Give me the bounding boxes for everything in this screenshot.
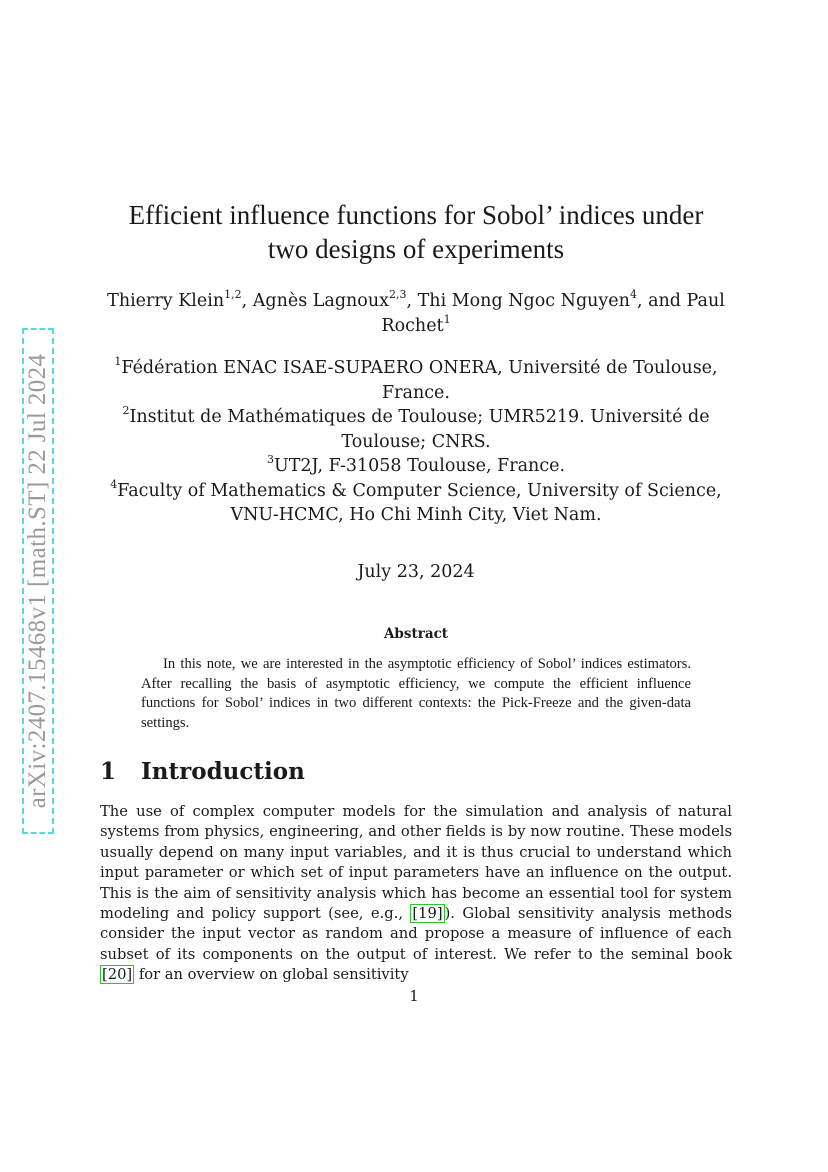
author-affil-sup: 4 xyxy=(629,288,637,302)
section-title: Introduction xyxy=(141,758,305,785)
paper-title xyxy=(100,198,732,266)
author-affil-sup: 1,2 xyxy=(224,288,242,302)
citation-link[interactable]: [20] xyxy=(102,966,133,984)
paper-date: July 23, 2024 xyxy=(357,562,475,582)
author-affil-sup: 1 xyxy=(443,313,451,327)
page-number: 1 xyxy=(409,987,419,1005)
citation-link[interactable]: [19] xyxy=(412,905,443,923)
affil-text: Faculty of Mathematics & Computer Science, University of Science, xyxy=(117,480,722,501)
affiliation-4-cont: VNU-HCMC, Ho Chi Minh City, Viet Nam. xyxy=(230,505,602,525)
abstract-text: In this note, we are interested in the asymptotic efficiency of Sobol’ indices estimators. After recalling the basis of asymptotic efficiency, we compute the efficient influence functions for Sobol’ indices in two different contexts: the Pick-Freeze and the given-data settings. xyxy=(141,656,691,731)
section-number: 1 xyxy=(100,758,117,785)
affiliation-4 xyxy=(100,479,732,504)
affil-sup: 3 xyxy=(266,453,274,467)
affiliation-2 xyxy=(100,405,732,430)
author-separator: , xyxy=(406,291,418,311)
title-line-1: Efficient influence functions for Sobol’ indices under xyxy=(128,200,704,230)
intro-paragraph xyxy=(100,802,732,986)
arxiv-stamp[interactable] xyxy=(22,328,54,834)
author-list xyxy=(100,289,732,339)
author-separator: , and xyxy=(636,291,687,311)
author-name: Paul Rochet xyxy=(381,291,725,336)
abstract-heading: Abstract xyxy=(383,626,449,642)
author-name: Thi Mong Ngoc Nguyen xyxy=(417,291,630,311)
affiliation-3 xyxy=(100,454,732,479)
section-heading xyxy=(100,758,305,785)
paragraph-text: The use of complex computer models for the simulation and analysis of natural systems from physics, engineering, and other fields is by now routine. These models usually depend on many input variables, and it is thus crucial to understand which input parameter or which set of input parameters have an influence on the output. This is the aim of sensitivity analysis which has become an essential tool for system modeling and policy support (see, e.g., xyxy=(100,803,732,923)
paragraph-text: for an overview on global sensitivity xyxy=(134,966,409,984)
affil-text: Fédération ENAC ISAE-SUPAERO ONERA, Université de Toulouse, xyxy=(121,358,718,378)
affil-text: Institut de Mathématiques de Toulouse; UMR5219. Université de xyxy=(129,407,710,427)
affiliation-1 xyxy=(100,356,732,381)
title-line-2: two designs of experiments xyxy=(267,234,565,264)
author-separator: , xyxy=(241,291,253,311)
paragraph-text: ). Global sensitivity analysis methods consider the input vector as random and propose a measure of influence of each subset of its components on the output of interest. We refer to the seminal book xyxy=(100,905,732,963)
affil-sup: 1 xyxy=(114,355,122,369)
affil-sup: 2 xyxy=(122,404,130,418)
affil-text: UT2J, F-31058 Toulouse, France. xyxy=(273,456,566,476)
author-name: Agnès Lagnoux xyxy=(252,291,389,311)
arxiv-stamp-text: arXiv:2407.15468v1 [math.ST] 22 Jul 2024 xyxy=(24,353,51,809)
affiliations xyxy=(100,356,732,528)
affiliation-1-cont: France. xyxy=(382,382,450,403)
affil-sup: 4 xyxy=(110,477,118,491)
author-name: Thierry Klein xyxy=(107,291,225,311)
affiliation-2-cont: Toulouse; CNRS. xyxy=(341,431,491,452)
author-affil-sup: 2,3 xyxy=(388,288,407,302)
